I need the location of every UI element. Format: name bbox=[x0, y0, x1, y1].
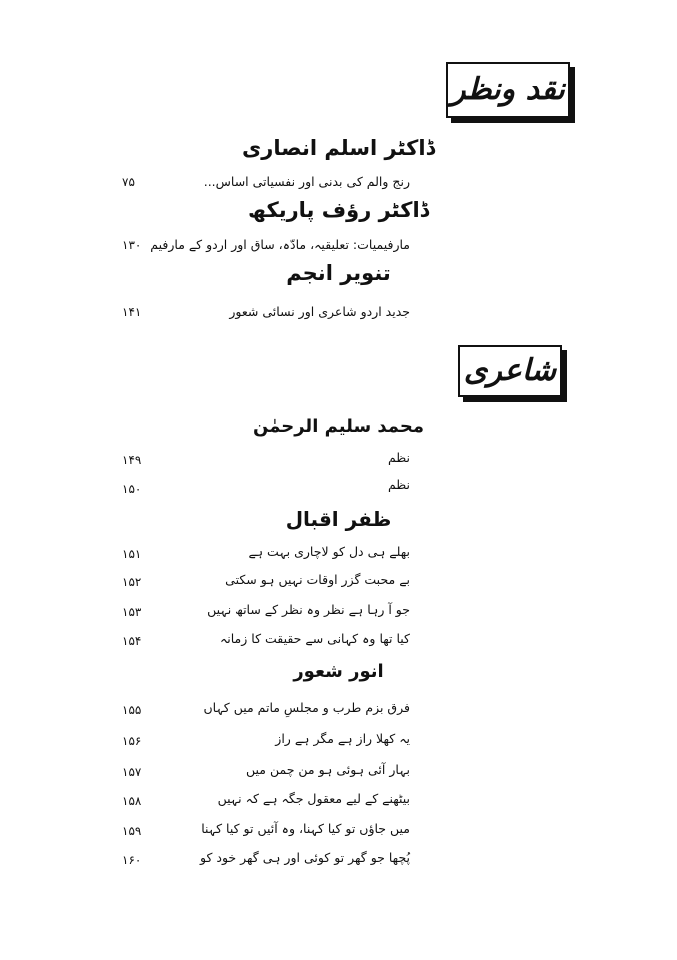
toc-entry: جو آ رہا ہے نظر وہ نظر کے ساتھ نہیں bbox=[207, 602, 410, 617]
page-number: ۱۵۶ bbox=[122, 734, 142, 748]
toc-entry: یہ کھلا راز ہے مگر ہے راز bbox=[275, 731, 410, 746]
author-tanveer-anjum: تنویر انجم bbox=[286, 261, 391, 285]
toc-entry: بیٹھنے کے لیے معقول جگہ ہے کہ نہیں bbox=[217, 791, 410, 806]
toc-entry: رنج والم کی بدنی اور نفسیاتی اساس... bbox=[203, 174, 410, 189]
page-number: ۷۵ bbox=[122, 175, 135, 189]
toc-entry: بھلے ہی دل کو لاچاری بہت ہے bbox=[248, 544, 410, 559]
page-number: ۱۵۷ bbox=[122, 765, 142, 779]
toc-entry: فرق بزم طرب و مجلسِ ماتم میں کہاں bbox=[203, 700, 410, 715]
page-number: ۱۵۰ bbox=[122, 482, 142, 496]
page-number: ۱۵۲ bbox=[122, 575, 142, 589]
author-aslam-ansari: ڈاکٹر اسلم انصاری bbox=[242, 136, 435, 160]
toc-entry: بے محبت گزر اوقات نہیں ہو سکتی bbox=[225, 572, 410, 587]
toc-entry: بہار آئی ہوئی ہو من چمن میں bbox=[246, 762, 410, 777]
section-heading-shairi bbox=[458, 345, 562, 397]
author-rauf-parekh: ڈاکٹر رؤف پاریکھ bbox=[248, 198, 429, 222]
toc-entry: نظم bbox=[387, 450, 410, 465]
page-number: ۱۵۵ bbox=[122, 703, 142, 717]
page-number: ۱۵۸ bbox=[122, 794, 142, 808]
author-zafar-iqbal: ظفر اقبال bbox=[285, 507, 392, 531]
page-number: ۱۴۹ bbox=[122, 453, 142, 467]
page-number: ۱۴۱ bbox=[122, 305, 142, 319]
toc-entry: کیا تھا وہ کہانی سے حقیقت کا زمانہ bbox=[219, 631, 410, 646]
page-number: ۱۶۰ bbox=[122, 853, 142, 867]
section-title: شاعری bbox=[463, 353, 557, 388]
toc-entry: پُچھا جو گھر تو کوئی اور ہی گھر خود کو bbox=[200, 850, 410, 865]
page-number: ۱۵۴ bbox=[122, 634, 142, 648]
page-number: ۱۵۳ bbox=[122, 605, 142, 619]
page-number: ۱۵۹ bbox=[122, 824, 142, 838]
toc-entry: میں جاؤں تو کیا کہنا، وہ آئیں تو کیا کہنا bbox=[201, 821, 410, 836]
page-number: ۱۳۰ bbox=[122, 238, 142, 252]
section-title: نقد ونظر bbox=[451, 72, 565, 107]
toc-entry: جدید اردو شاعری اور نسائی شعور bbox=[229, 304, 410, 319]
section-heading-naqd bbox=[446, 62, 570, 118]
author-saleem-ur-rahman: محمد سلیم الرحمٰن bbox=[253, 416, 424, 437]
toc-entry: نظم bbox=[387, 477, 410, 492]
author-anwar-shaoor: انور شعور bbox=[293, 661, 384, 682]
page-number: ۱۵۱ bbox=[122, 547, 142, 561]
toc-entry: مارفیمیات: تعلیقیہ، مادّہ، ساق اور اردو کے مارفیم bbox=[150, 237, 410, 252]
